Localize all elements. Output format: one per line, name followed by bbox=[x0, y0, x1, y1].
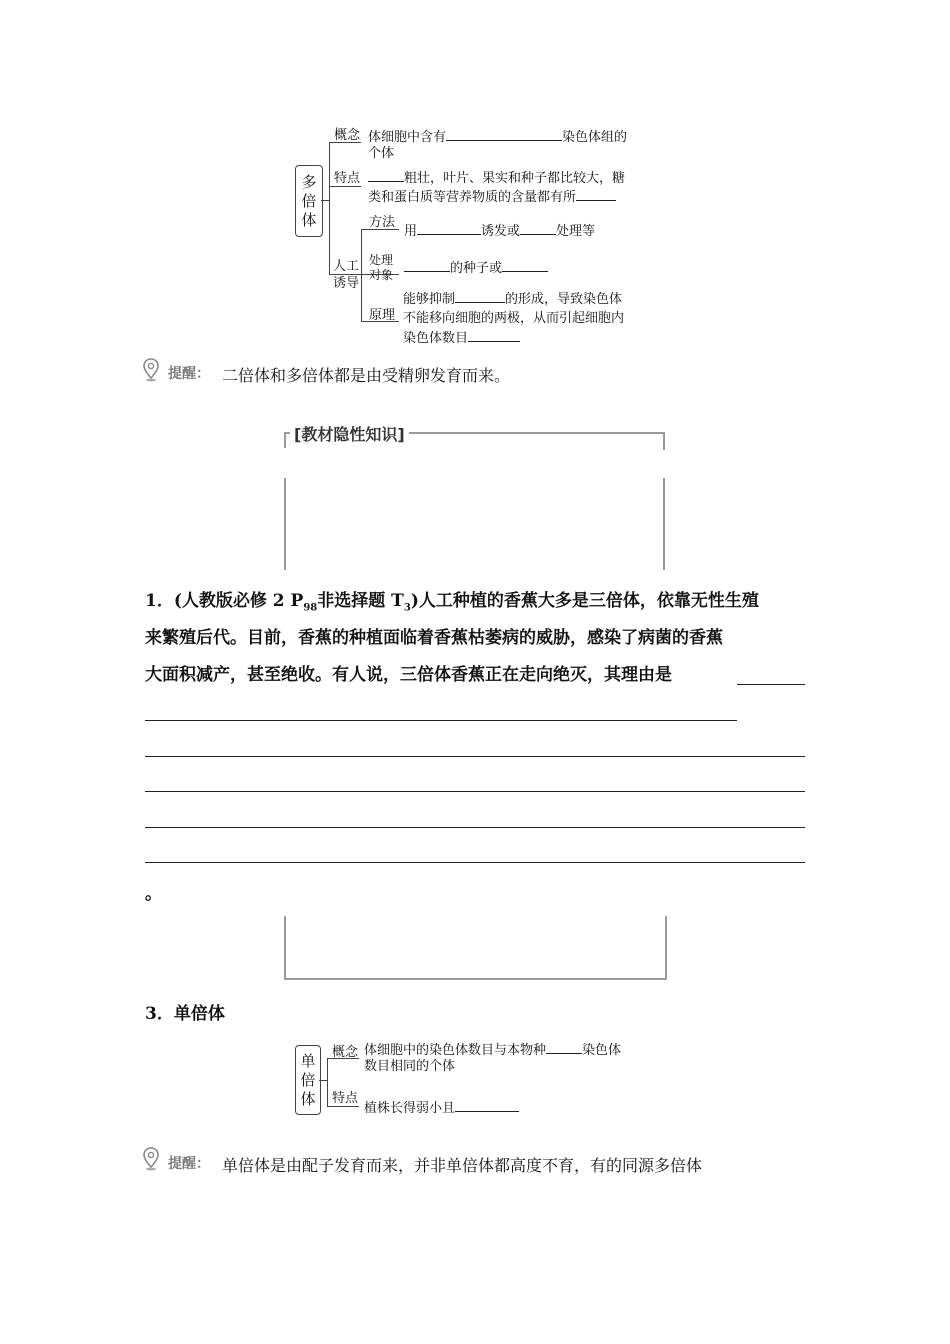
polyploid-root-box bbox=[295, 165, 323, 237]
haploid-feature-label: 特点 bbox=[332, 1091, 359, 1106]
haploid-root-box bbox=[295, 1045, 321, 1115]
answer-line[interactable] bbox=[145, 756, 805, 757]
haploid-concept-text-cont: 数目相同的个体 bbox=[364, 1059, 456, 1074]
answer-line[interactable] bbox=[145, 720, 737, 721]
concept-text-cont: 个体 bbox=[368, 146, 395, 161]
location-pin-icon bbox=[143, 358, 159, 382]
tip-text: 二倍体和多倍体都是由受精卵发育而来。 bbox=[222, 366, 511, 385]
answer-line[interactable] bbox=[145, 827, 805, 828]
target-label: 处理 对象 bbox=[369, 253, 394, 282]
concept-label: 概念 bbox=[334, 128, 361, 143]
root-char: 体 bbox=[300, 1089, 316, 1108]
principle-label: 原理 bbox=[369, 308, 396, 323]
haploid-feature-text: 植株长得弱小且 bbox=[364, 1098, 624, 1117]
feature-text-cont: 类和蛋白质等营养物质的含量都有所 bbox=[368, 187, 668, 206]
question-1-line1: 1．(人教版必修 2 $P_{98}$非选择题 $T_3$)人工种植的香蕉大多是三倍体，依靠无性生殖 bbox=[145, 591, 759, 614]
section-3-title: 3．单倍体 bbox=[145, 1004, 225, 1024]
method-label: 方法 bbox=[369, 215, 396, 230]
question-1-end: 。 bbox=[145, 884, 162, 904]
feature-label: 特点 bbox=[334, 171, 361, 186]
principle-text: 能够抑制 的形成，导致染色体 不能移向细胞的两极，从而引起细胞内 染色体数目 bbox=[403, 289, 673, 348]
question-1-line2: 来繁殖后代。目前，香蕉的种植面临着香蕉枯萎病的威胁，感染了病菌的香蕉 bbox=[145, 628, 723, 648]
concept-text: 体细胞中含有 染色体组的 bbox=[368, 127, 668, 146]
root-char: 单 bbox=[300, 1051, 316, 1070]
location-pin-icon bbox=[143, 1147, 159, 1171]
induction-label: 人工 诱导 bbox=[333, 259, 360, 291]
answer-line[interactable] bbox=[737, 684, 805, 685]
haploid-concept-text: 体细胞中的染色体数目与本物种 染色体 bbox=[364, 1040, 664, 1059]
feature-text: 粗壮，叶片、果实和种子都比较大，糖 bbox=[368, 168, 668, 187]
hidden-knowledge-title: [教材隐性知识] bbox=[290, 422, 409, 445]
tip-text: 单倍体是由配子发育而来，并非单倍体都高度不育，有的同源多倍体 bbox=[222, 1156, 703, 1175]
root-char: 倍 bbox=[301, 191, 317, 210]
root-char: 体 bbox=[301, 210, 317, 229]
method-text: 用 诱发或 处理等 bbox=[404, 221, 664, 240]
root-char: 倍 bbox=[300, 1070, 316, 1089]
root-char: 多 bbox=[301, 172, 317, 191]
target-text: 的种子或 bbox=[404, 258, 664, 277]
answer-line[interactable] bbox=[145, 791, 805, 792]
haploid-concept-label: 概念 bbox=[332, 1045, 359, 1060]
question-1-line3: 大面积减产，甚至绝收。有人说，三倍体香蕉正在走向绝灭，其理由是 bbox=[145, 665, 672, 685]
tip-label: 提醒： bbox=[168, 1156, 210, 1172]
answer-line[interactable] bbox=[145, 862, 805, 863]
tip-label: 提醒： bbox=[168, 366, 210, 382]
